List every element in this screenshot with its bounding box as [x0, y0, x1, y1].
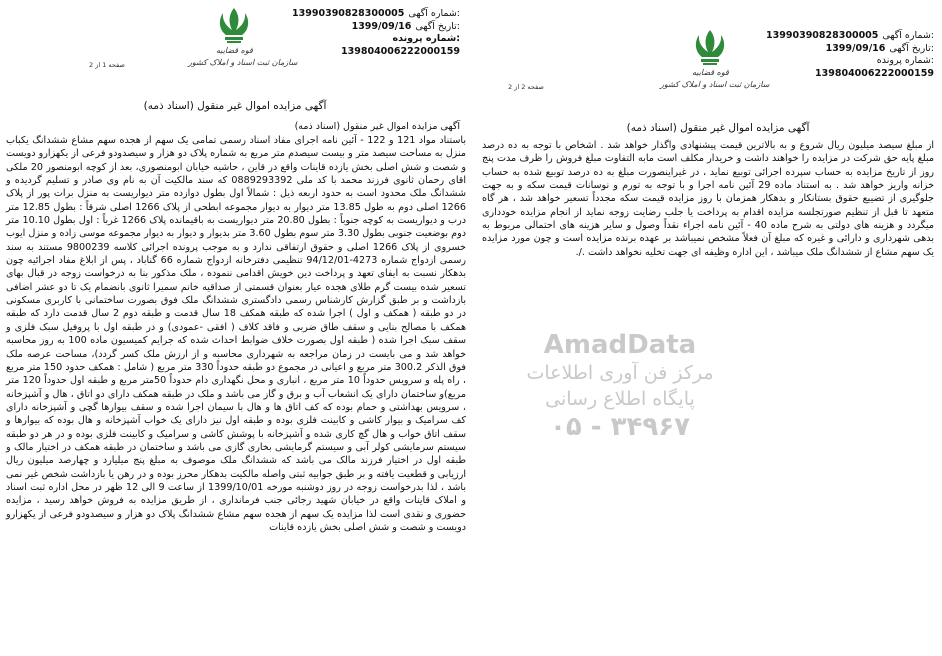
- file-number: 139804006222000159: [341, 45, 460, 57]
- file-number-label: شماره پرونده:: [392, 33, 460, 44]
- ad-title: آگهی مزایده اموال غیر منقول (اسناد ذمه): [143, 100, 327, 112]
- notice-body: از مبلغ سیصد میلیون ریال شروع و به بالاترین قیمت پیشنهادی واگذار خواهد شد . اشخاص با توجه به ده درصد مبلغ پایه حق شرکت در مزایده را خواهند داشت و خریدار مکلف است مابه التفاوت مبلغ فروش را ظرف مدت پنج روز از تاریخ مزایده به حساب سپرده اجرائی توبیع نماید ، در غیراینصورت مبلغ به ده درصد توبیع شده به حساب خزانه واریز خواهد شد . به استناد ماده 29 آئین نامه اجرا و با توجه به تورم و نوسانات قیمت سکه و به جهت جلوگیری از تضییع حقوق بستانکار و بدهکار همزمان با روز مزایده قیمت سکه مجدداً تسعیر خواهد شد ، هر گاه متعهد تا قبل از تنظیم صورتجلسه مزایده اقدام به پرداخت یا جلب رضایت زوجه نماید از انجام مزایده خودداری میگردد و هزینه های دولتی به شرح ماده 40 - آئین نامه اجراء نقداً وصول و سایر هزینه های احتمالی مربوط به بدهی شهرداری و دارائی و غیره که مبلغ آن فعلاً مشخص نمیباشد بر عهده برنده مزایده است و چون مورد مزایده یک سهم مشاع از ششدانگ ملک میباشد ، این اداره وظیفه ای جهت تخلیه نخواهد داشت ./.: [482, 140, 935, 258]
- ad-number-label: شماره آگهی:: [882, 30, 934, 41]
- ad-date: 1399/09/16: [351, 20, 412, 32]
- ad-meta-block: [288, 8, 460, 58]
- judiciary-caption: قوه قضاییه: [692, 68, 729, 77]
- page-number: صفحه 1 از 2: [89, 61, 125, 69]
- ad-number: 13990390828300005: [766, 30, 879, 41]
- file-number: 139804006222000159: [815, 67, 934, 79]
- judiciary-caption: قوه قضاییه: [216, 46, 253, 55]
- ad-date-label: تاریخ آگهی:: [889, 42, 934, 54]
- ad-meta-block: [744, 30, 934, 80]
- ad-date: 1399/09/16: [825, 42, 886, 54]
- watermark-phone: ۰۵ - ۳۴۹۶۷: [550, 412, 690, 442]
- ad-title: آگهی مزایده اموال غیر منقول (اسناد ذمه): [626, 122, 810, 134]
- ad-number-label: شماره آگهی:: [408, 8, 460, 19]
- org-name: سازمان ثبت اسناد و املاک کشور: [660, 80, 770, 89]
- ad-number: 13990390828300005: [292, 8, 405, 19]
- file-number-label: شماره پرونده:: [876, 55, 934, 66]
- watermark-line-2: پایگاه اطلاع رسانی: [545, 388, 695, 410]
- notice-page-2: [474, 0, 942, 656]
- page-number: صفحه 2 از 2: [508, 83, 544, 91]
- notice-body: باستناد مواد 121 و 122 - آئین نامه اجرای مفاد اسناد رسمی تمامی یک سهم از هجده سهم مشاع ششدانگ یکباب منزل به مساحت سیصد متر و بیست سیصدم متر مربع به شماره پلاک دو هزار و سیصدودو فرعی از یکهزارو دویست و شصت و شش اصلی بخش یازده قاینات واقع در قاین ، حاشیه خیابان ابومنصوری، بعد از کوچه ابومنصور 20 ملکی اقای رحمان ثانوی فرزند محمد با کد ملی 0889293392 که سند مالکیت آن به نام وی صادر و تسلیم گردیده و ششدانگ ملک محدود است به حدود اربعه ذیل : شمالاً اول بطول دوازده متر دیواریست به منزل برات پور از پلاک 1266 اصلی دوم به طول 13.85 متر دیوار به دیوار مجموعه ابطحی از پلاک 1266 اصلی شرقاً : بطول 12.85 متر درب و دیواریست به کوچه جنوباً : بطول 20.80 متر دیواریست به باقیمانده پلاک 1266 غرباً : اول بطول 10.10 متر دوم بوضعیت جنوبی بطول 3.30 متر سوم بطول 3.60 متر بدیوار و دیوار به دیوار مجموعه موسی زاده و منزل ایوب خسروی از پلاک 1266 اصلی و حقوق ارتفاقی ندارد و به موجب پرونده اجرائی کلاسه 9800239 مستند به سند رسمی ازدواج شماره 4273-94/12/01 تنظیمی دفترخانه ازدواج شماره 66 گناباد ، پس از ابلاغ مفاد اجرائیه چون بدهکار نسبت به ایفای تعهد و پرداخت دین خویش اقدامی ننموده ، ملک مذکور بنا به درخواست زوجه در قبال بهای تسعیر شده بیست گرم طلای هجده عیار بعنوان قسمتی از صداقیه خانم سمیرا ثانوی بانضمام یک تا دو عشر اضافی بازداشت و بر طبق گزارش کارشناس رسمی دادگستری ششدانگ ملک فوق بصورت ساختمانی با کاربری مسکونی در دو طبقه ( همکف و اول ) اجرا شده که طبقه همکف 18 سال قدمت و طبقه دوم 2 سال قدمت دارد که طبقه همکف با مصالح بنایی و سقف طاق ضربی و فاقد کلاف ( افقی -عمودی) و در طبقه اول با پروفیل سبک فلزی و سقف سبک اجرا شده ( طبقه اول بصورت خلاف ضوابط احداث شده که جرایم کمیسیون ماده 100 به روز محاسبه خواهد شد و می بایست در زمان مراجعه به شهرداری محاسبه و از ارزش ملک کسر گردد)، مساحت عرصه ملک فوق الذکر 300.2 متر مربع و اعیانی در مجموع دو طبقه حدوداً 330 متر مربع ( شامل : همکف حدود 150 متر مربع ، راه پله و سرویس حدوداً 10 متر مربع ، انباری و محل نگهداری دام حدوداً 50متر مربع و طبقه اول حدوداً 120 متر مربع)و ساختمان دارای یک انشعاب آب و برق و گاز می باشد و ملک در طبقه همکف دارای دو اتاق ، هال و آشپزخانه ، سرویس بهداشتی و حمام بوده که کف اتاق ها و هال با سیمان اجرا شده و سقف بیوارها گچی و آشپزخانه دارای کف سرامیک و بیوار کاشی و کابینت فلزی بوده و طبقه اول نیز دارای یک خواب آشپزخانه و هال بوده که بیوارها و سقف اتاق خواب و هال گچ کاری شده و آشپزخانه با پوشش کاشی و سرامیک و کابینت فلزی بوده و در هر دو طبقه سیستم سرمایشی کولر آبی و سیستم گرمایشی بخاری گازی می باشد و ساختمان در طبقه همکف در اختیار مالک و طبقه اول در اختیار فرزند مالک می باشد که ششدانگ ملک موصوف به مبلغ پنج میلیارد و چهارصد میلیون ریال ارزیابی و قطعیت یافته و بر طبق جوابیه ثبتی واصله مالکیت بدهکار محرز بوده و در رهن یا بازداشت شخص غیر نمی باشد ، لذا بدرخواست زوجه در روز دوشنبه مورخه 1399/10/01 از ساعت 9 الی 12 ظهر در محل اداره ثبت اسناد و املاک قاینات واقع در خیابان شهید رجائی جنب فرمانداری ، از طریق مزایده به فروش خواهد رسید ، مزایده حضوری و نقدی است لذا مزایده یک سهم از هجده سهم مشاع ششدانگ پلاک دو هزار و سیصدودو فرعی از یکهزارو دویست و شصت و شش اصلی بخش یازده قاینات: [6, 135, 467, 533]
- ad-date-label: تاریخ آگهی:: [415, 20, 460, 32]
- watermark-line-1: مرکز فن آوری اطلاعات: [526, 362, 714, 384]
- notice-heading: آگهی مزایده اموال غیر منقول (اسناد ذمه): [294, 121, 460, 132]
- org-name: سازمان ثبت اسناد و املاک کشور: [188, 58, 298, 67]
- watermark-logo: AmadData: [543, 330, 697, 360]
